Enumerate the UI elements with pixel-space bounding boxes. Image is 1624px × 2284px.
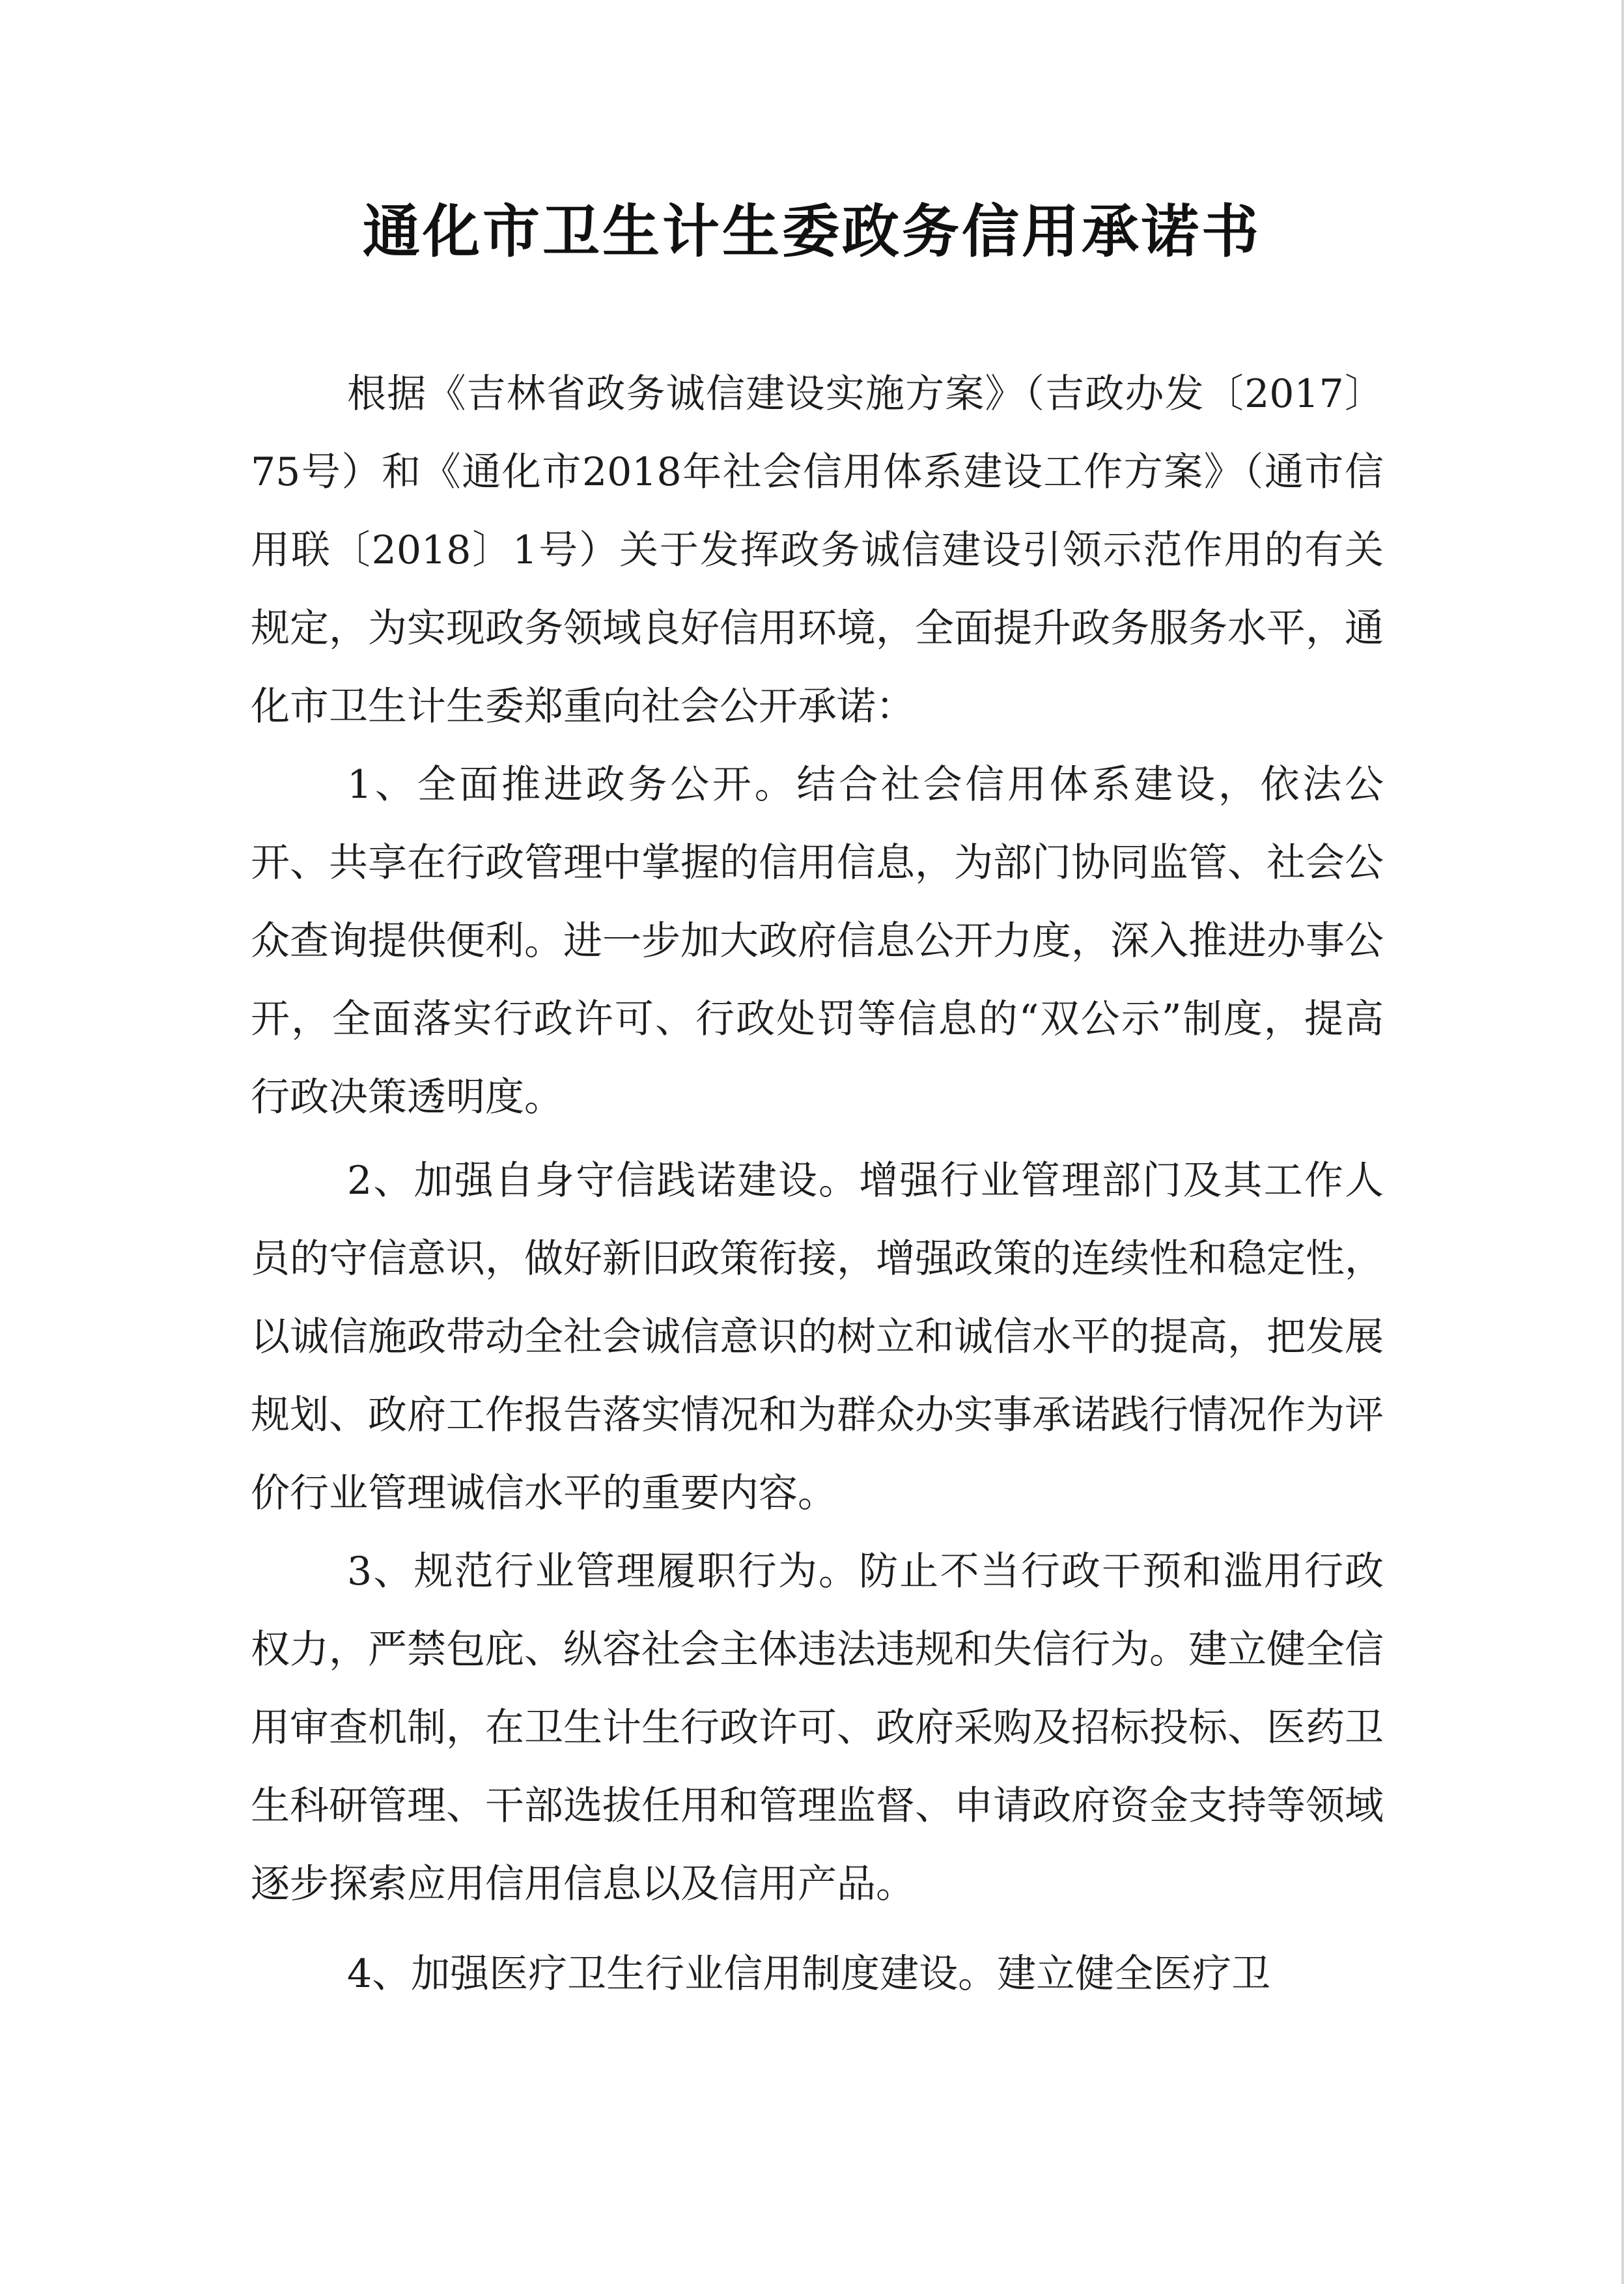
intro-paragraph: 根据《吉林省政务诚信建设实施方案》（吉政办发〔2017〕75号）和《通化市2018年社会信用体系建设工作方案》（通市信用联〔2018〕1号）关于发挥政务诚信建设引领示范作用的有关规定，为实现政务领域良好信用环境，全面提升政务服务水平，通化市卫生计生委郑重向社会公开承诺：: [251, 371, 1384, 729]
item-2-paragraph: 2、加强自身守信践诺建设。增强行业管理部门及其工作人员的守信意识，做好新旧政策衔接，增强政策的连续性和稳定性，以诚信施政带动全社会诚信意识的树立和诚信水平的提高，把发展规划、政府工作报告落实情况和为群众办实事承诺践行情况作为评价行业管理诚信水平的重要内容。: [251, 1158, 1384, 1516]
item-3-paragraph: 3、规范行业管理履职行为。防止不当行政干预和滥用行政权力，严禁包庇、纵容社会主体违法违规和失信行为。建立健全信用审查机制，在卫生计生行政许可、政府采购及招标投标、医药卫生科研管理、干部选拔任用和管理监督、申请政府资金支持等领域逐步探索应用信用信息以及信用产品。: [251, 1549, 1384, 1907]
item-1-paragraph: 1、全面推进政务公开。结合社会信用体系建设，依法公开、共享在行政管理中掌握的信用信息，为部门协同监管、社会公众查询提供便利。进一步加大政府信息公开力度，深入推进办事公开，全面落实行政许可、行政处罚等信息的“双公示”制度，提高行政决策透明度。: [251, 762, 1384, 1120]
document-title: 通化市卫生计生委政务信用承诺书: [362, 197, 1261, 265]
scan-edge: [1621, 0, 1624, 2284]
document-body: [251, 355, 1384, 2013]
item-4-paragraph: 4、加强医疗卫生行业信用制度建设。建立健全医疗卫: [347, 1951, 1271, 1997]
